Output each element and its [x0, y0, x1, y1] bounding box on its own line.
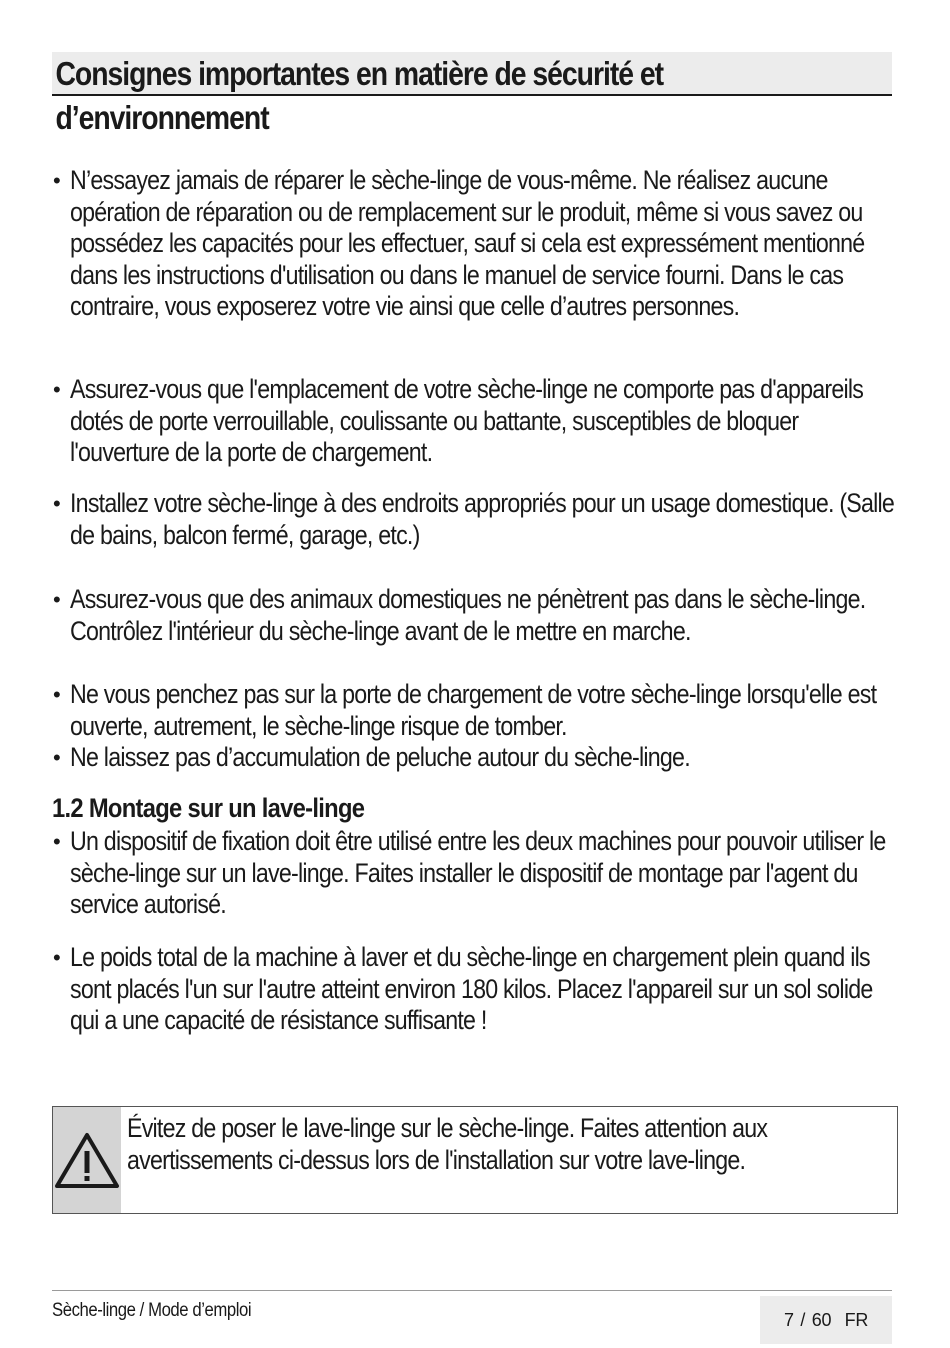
- section-heading: 1.2 Montage sur un lave-linge: [52, 793, 365, 823]
- list-item: [52, 374, 902, 468]
- list-item: [52, 826, 902, 920]
- list-item-text: Ne laissez pas d’accumulation de peluche autour du sèche-linge.: [70, 742, 690, 772]
- warning-text-content: Évitez de poser le lave-linge sur le sèche-linge. Faites attention aux avertissements ci-dessus lors de l'installation sur votre lave-linge.: [127, 1113, 768, 1175]
- warning-text: [121, 1107, 950, 1213]
- warning-box: [52, 1106, 898, 1214]
- list-item-text: Le poids total de la machine à laver et du sèche-linge en chargement plein quand ils sont placés l'un sur l'autre atteint environ 180 kilos. Placez l'appareil sur un sol solide qui a une capacité de résistance suffisante !: [70, 942, 873, 1035]
- page-title: [52, 52, 892, 140]
- list-item-text: N’essayez jamais de réparer le sèche-linge de vous-même. Ne réalisez aucune opération de réparation ou de remplacement sur le produit, même si vous savez ou possédez les capacités pour les effectuer, sauf si cela est expressément mentionné dans les instructions d'utilisation ou dans le manuel de service fourni. Dans le cas contraire, vous exposerez votre vie ainsi que celle d’autres personnes.: [70, 165, 865, 321]
- list-item-text: Ne vous penchez pas sur la porte de chargement de votre sèche-linge lorsqu'elle est ouverte, autrement, le sèche-linge risque de tomber.: [70, 679, 877, 741]
- bullet-dot: •: [53, 377, 60, 402]
- mounting-list: [52, 826, 902, 1068]
- list-item-text: Installez votre sèche-linge à des endroits appropriés pour un usage domestique. (Salle de bains, balcon fermé, garage, etc.): [70, 488, 895, 550]
- list-item: [52, 942, 902, 1068]
- footer-divider: [52, 1290, 892, 1291]
- bullet-dot: •: [53, 682, 60, 707]
- footer-document-title: Sèche-linge / Mode d’emploi: [52, 1300, 252, 1321]
- list-item: [52, 488, 902, 551]
- list-item: [52, 742, 902, 774]
- bullet-dot: •: [53, 587, 60, 612]
- language-code: FR: [844, 1309, 869, 1330]
- footer-page-indicator: [760, 1296, 892, 1344]
- bullet-dot: •: [53, 491, 60, 516]
- warning-triangle-icon: [53, 1130, 121, 1190]
- page-number: 7 / 60: [783, 1309, 832, 1330]
- list-item: [52, 584, 902, 679]
- bullet-dot: •: [53, 945, 60, 970]
- bullet-dot: •: [53, 745, 60, 770]
- page-title-line-1: Consignes importantes en matière de sécurité et: [55, 55, 664, 92]
- list-item-text: Un dispositif de fixation doit être utilisé entre les deux machines pour pouvoir utiliser le sèche-linge sur un lave-linge. Faites installer le dispositif de montage par l'agent du service autorisé.: [70, 826, 886, 919]
- list-item: [52, 165, 902, 354]
- safety-list: [52, 165, 902, 774]
- list-item: [52, 679, 902, 742]
- bullet-dot: •: [53, 168, 60, 193]
- page-title-line-2: d’environnement: [55, 99, 269, 136]
- list-item-text: Assurez-vous que des animaux domestiques ne pénètrent pas dans le sèche-linge. Contrôlez l'intérieur du sèche-linge avant de le mettre en marche.: [70, 584, 866, 646]
- bullet-dot: •: [53, 829, 60, 854]
- warning-icon-cell: [53, 1107, 121, 1213]
- list-item-text: Assurez-vous que l'emplacement de votre sèche-linge ne comporte pas d'appareils dotés de porte verrouillable, coulissante ou battante, susceptibles de bloquer l'ouverture de la porte de chargement.: [70, 374, 864, 467]
